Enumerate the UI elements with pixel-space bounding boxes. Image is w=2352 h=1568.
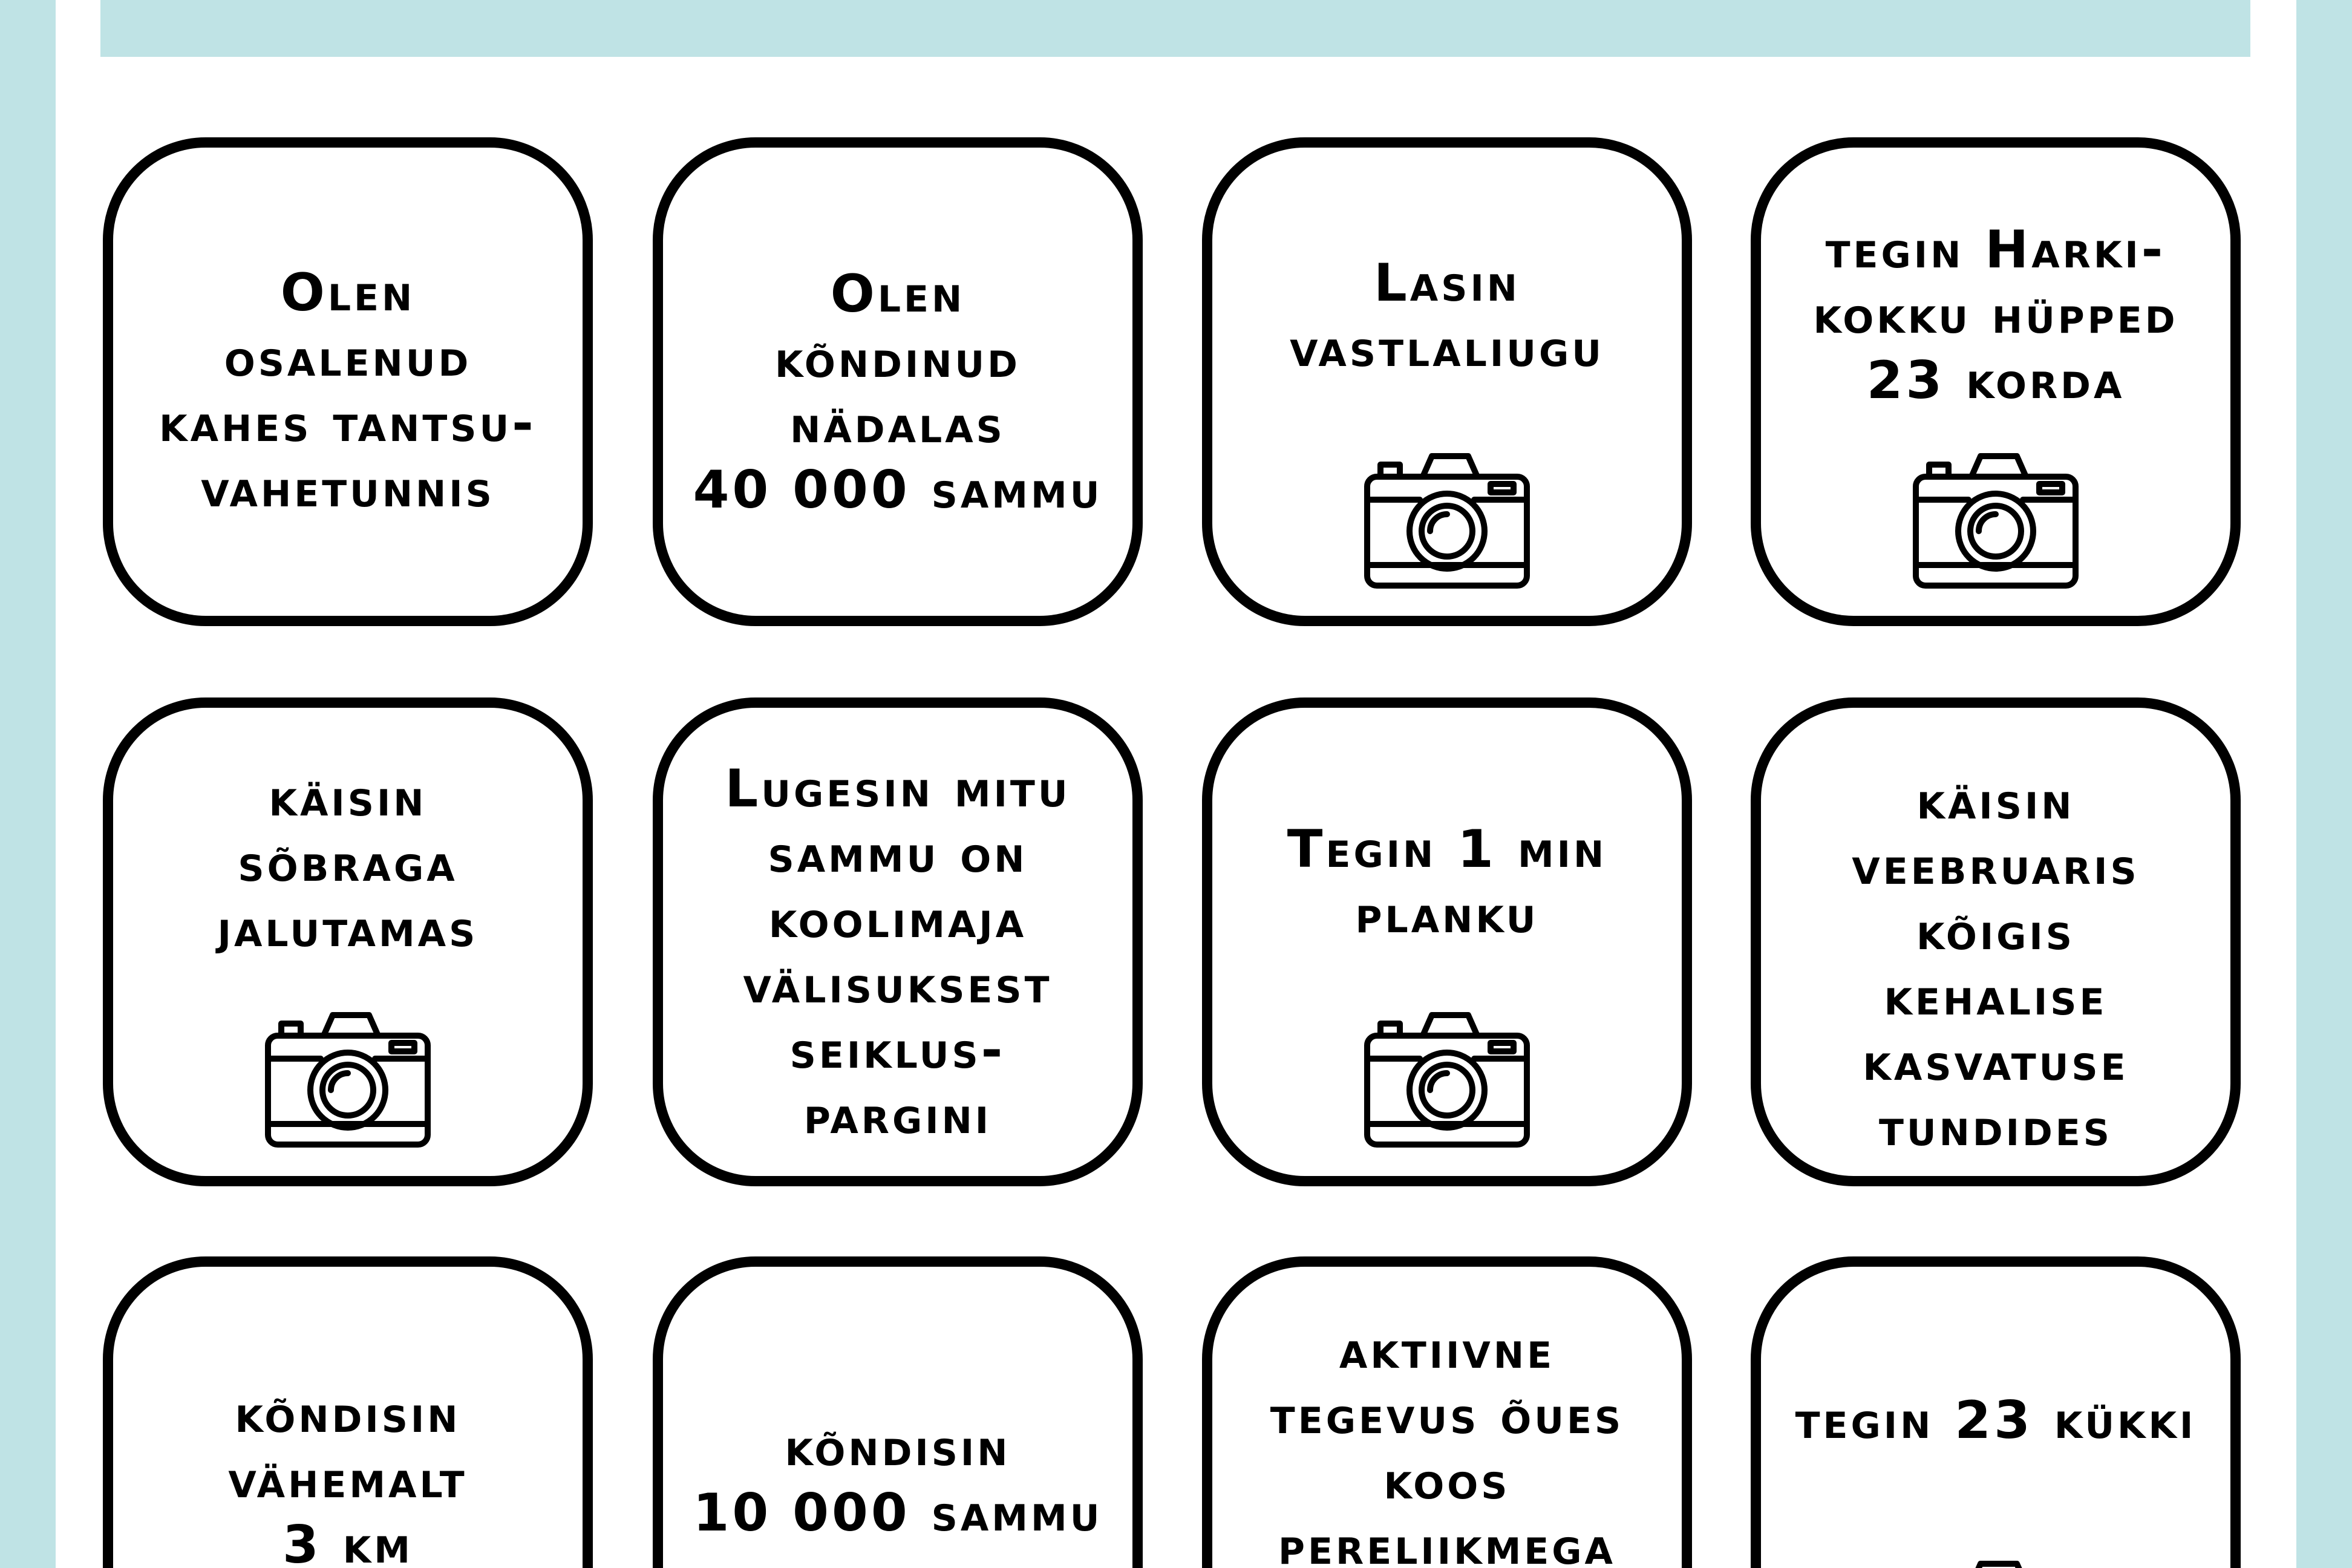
card-text: käisin sõbraga jalutamas bbox=[217, 768, 479, 959]
card-text: kõndisin 10 000 sammu bbox=[693, 1417, 1103, 1543]
camera-icon bbox=[1362, 1010, 1532, 1149]
card-text: tegin 23 kükki bbox=[1795, 1390, 2197, 1451]
camera-icon bbox=[263, 1010, 433, 1149]
card-text: tegin Harki- kokku hüpped 23 korda bbox=[1813, 220, 2178, 411]
bingo-card[interactable] bbox=[1751, 697, 2241, 1186]
bingo-card[interactable] bbox=[1202, 137, 1692, 626]
bingo-card[interactable] bbox=[653, 697, 1143, 1186]
card-text: Lugesin mitu sammu on koolimaja välisuksest seiklus- pargini bbox=[725, 759, 1071, 1146]
camera-icon bbox=[1362, 451, 1532, 590]
header-banner bbox=[100, 0, 2250, 57]
bingo-card[interactable] bbox=[103, 137, 593, 626]
card-text: Lasin vastlaliugu bbox=[1290, 253, 1604, 379]
bingo-card[interactable] bbox=[1751, 1256, 2241, 1568]
bingo-card[interactable] bbox=[103, 697, 593, 1186]
bingo-sheet bbox=[56, 0, 2296, 1568]
bingo-card[interactable] bbox=[653, 1256, 1143, 1568]
card-text: käisin veebruaris kõigis kehalise kasvatuse tundides bbox=[1852, 771, 2140, 1158]
card-text: Olen osalenud kahes tantsu- vahetunnis bbox=[159, 263, 537, 519]
camera-icon bbox=[1911, 1559, 2080, 1568]
bingo-card[interactable] bbox=[103, 1256, 593, 1568]
card-text: Olen kõndinud nädalas 40 000 sammu bbox=[693, 264, 1103, 520]
camera-icon bbox=[1911, 451, 2080, 590]
bingo-card[interactable] bbox=[653, 137, 1143, 626]
card-text: aktiivne tegevus õues koos pereliikmega bbox=[1270, 1320, 1624, 1568]
bingo-card[interactable] bbox=[1202, 697, 1692, 1186]
card-text: Tegin 1 min planku bbox=[1287, 819, 1607, 945]
bingo-card[interactable] bbox=[1751, 137, 2241, 626]
bingo-card[interactable] bbox=[1202, 1256, 1692, 1568]
card-text: kõndisin vähemalt 3 km bbox=[228, 1384, 468, 1568]
